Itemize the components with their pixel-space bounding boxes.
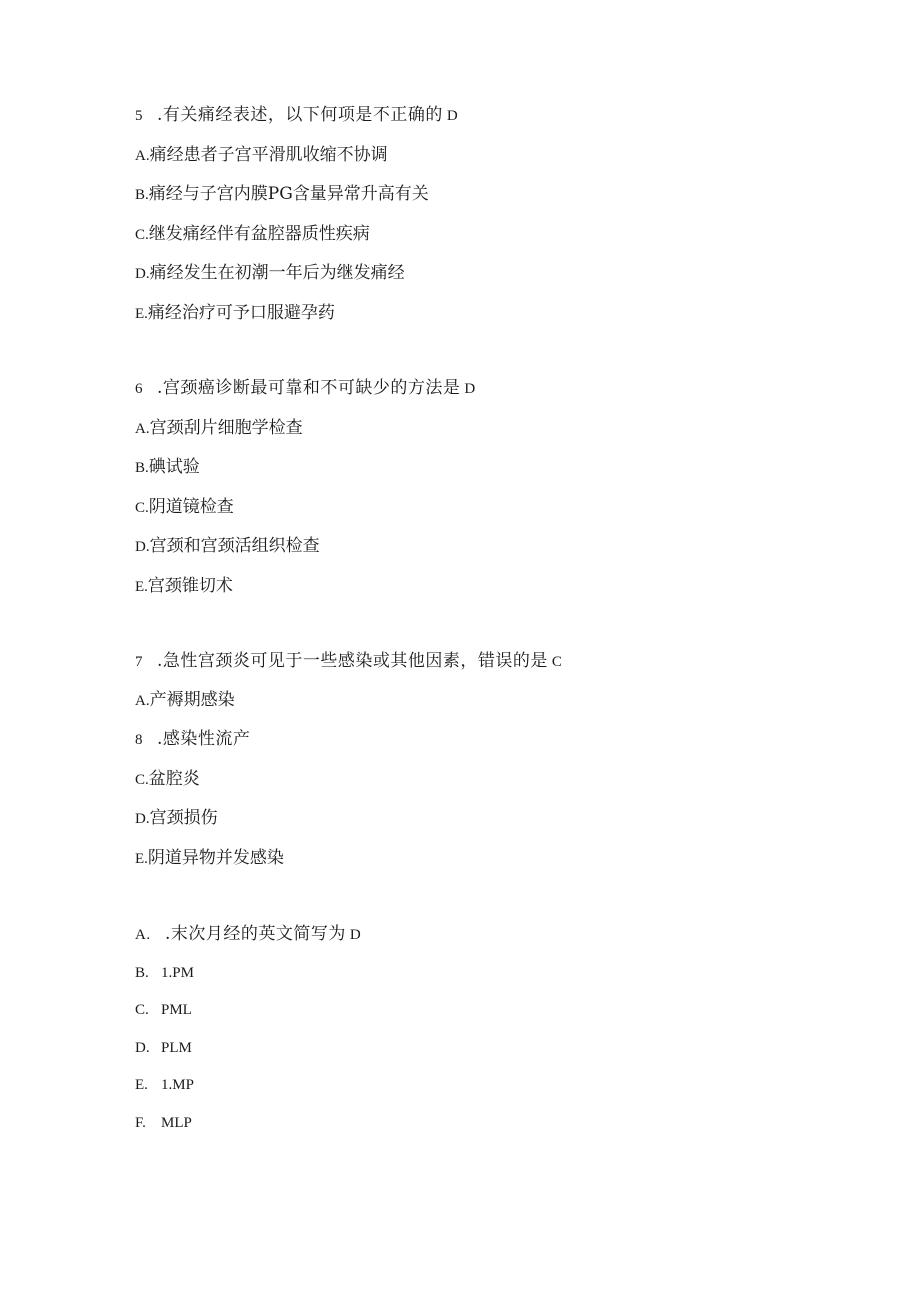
option-text: 宫颈刮片细胞学检查 — [149, 418, 303, 438]
question-8-option-c — [135, 999, 192, 1020]
question-7-option-b — [135, 729, 250, 750]
question-text: .宫颈癌诊断最可靠和不可缺少的方法是 — [157, 378, 461, 398]
question-5-option-d — [135, 263, 405, 284]
option-text: 碘试验 — [148, 457, 200, 477]
option-text: .感染性流产 — [157, 729, 251, 749]
question-5-stem — [135, 105, 458, 126]
question-6-option-d — [135, 536, 320, 557]
option-text: 1.PM — [161, 965, 194, 981]
option-text: 宫颈损伤 — [149, 808, 218, 828]
question-text: .有关痛经表述，以下何项是不正确的 — [157, 105, 443, 125]
option-text: 产褥期感染 — [149, 690, 235, 710]
option-label: A. — [135, 148, 150, 164]
question-8-option-f — [135, 1112, 192, 1133]
question-6-option-c — [135, 497, 234, 518]
question-6-stem — [135, 378, 476, 399]
option-text: MLP — [161, 1115, 192, 1131]
option-label: C. — [135, 500, 149, 516]
question-7-option-d — [135, 808, 218, 829]
question-8-option-d — [135, 1037, 192, 1058]
question-answer: C — [551, 654, 563, 670]
option-label: E. — [135, 851, 148, 867]
question-5-option-c — [135, 224, 370, 245]
option-label: E. — [135, 306, 148, 322]
question-7-option-e — [135, 848, 284, 869]
question-text: .末次月经的英文简写为 — [165, 924, 346, 944]
option-label: D. — [135, 266, 150, 282]
option-text: PLM — [161, 1040, 192, 1056]
question-number: 5 — [135, 108, 143, 124]
question-number: 7 — [135, 654, 143, 670]
question-6-option-b — [135, 457, 200, 478]
option-text: 痛经发生在初潮一年后为继发痛经 — [149, 263, 405, 283]
question-6-option-e — [135, 576, 233, 597]
option-text: PML — [161, 1002, 192, 1018]
question-7-option-c — [135, 769, 200, 790]
question-6-option-a — [135, 418, 303, 439]
option-text: 宫颈和宫颈活组织检查 — [149, 536, 320, 556]
question-answer: D — [349, 927, 362, 943]
option-text: 痛经患者子宫平滑肌收缩不协调 — [149, 145, 388, 165]
option-label: D. — [135, 811, 150, 827]
option-text: 痛经与子宫内膜PG含量异常升高有关 — [148, 184, 429, 204]
question-8-option-e — [135, 1074, 194, 1095]
option-label: D. — [135, 539, 150, 555]
question-5-option-a — [135, 145, 388, 166]
question-5-option-e — [135, 303, 335, 324]
question-7-stem — [135, 651, 562, 672]
option-label: A. — [135, 421, 150, 437]
question-8-option-b — [135, 962, 194, 983]
option-text: 阴道镜检查 — [148, 497, 234, 517]
question-answer: D — [464, 381, 476, 397]
question-5-option-b — [135, 184, 429, 205]
option-label: F. — [135, 1115, 146, 1131]
option-text: 痛经治疗可予口服避孕药 — [147, 303, 335, 323]
question-text: .急性宫颈炎可见于一些感染或其他因素，错误的是 — [157, 651, 548, 671]
option-label: B. — [135, 187, 149, 203]
option-text: 阴道异物并发感染 — [147, 848, 284, 868]
option-label: B. — [135, 460, 149, 476]
option-text: 盆腔炎 — [148, 769, 200, 789]
question-8-stem — [135, 924, 361, 945]
question-number: A. — [135, 927, 151, 943]
option-label: C. — [135, 227, 149, 243]
question-7-option-a — [135, 690, 235, 711]
option-label: E. — [135, 579, 148, 595]
option-text: 宫颈锥切术 — [147, 576, 233, 596]
option-label: 8 — [135, 732, 143, 748]
option-text: 1.MP — [161, 1077, 194, 1093]
option-text: 继发痛经伴有盆腔器质性疾病 — [148, 224, 370, 244]
option-label: B. — [135, 965, 149, 981]
option-label: A. — [135, 693, 150, 709]
option-label: E. — [135, 1077, 148, 1093]
question-number: 6 — [135, 381, 143, 397]
option-label: D. — [135, 1040, 150, 1056]
option-label: C. — [135, 772, 149, 788]
question-answer: D — [446, 108, 459, 124]
option-label: C. — [135, 1002, 149, 1018]
